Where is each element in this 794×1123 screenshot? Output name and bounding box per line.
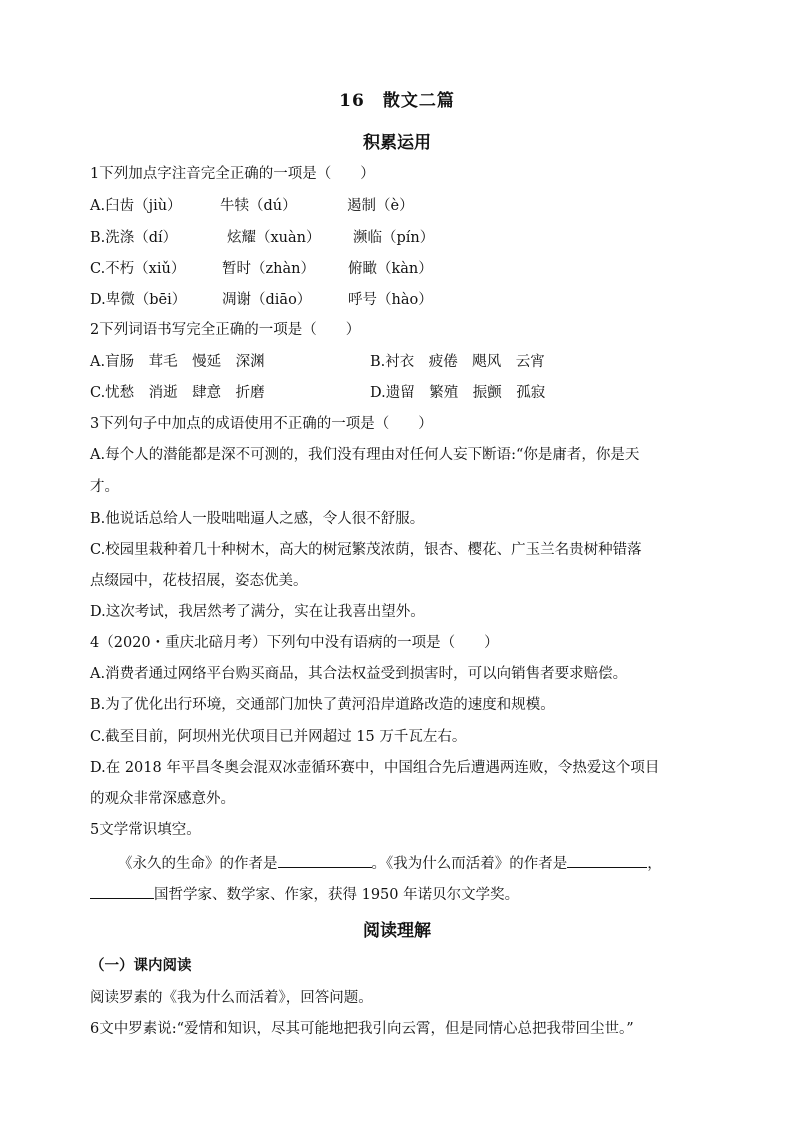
q1-c-item3: 俯瞰（kàn） (348, 261, 433, 277)
q3-option-a-line1: A.每个人的潜能都是深不可测的，我们没有理由对任何人妄下断语:“你是庸者，你是天 (90, 447, 640, 463)
q5-text-1: 《永久的生命》的作者是 (118, 856, 278, 872)
q3-option-c-line2: 点缀园中，花枝招展，姿态优美。 (90, 573, 308, 589)
q4-option-d-line1: D.在 2018 年平昌冬奥会混双冰壶循环赛中，中国组合先后遭遇两连败，令热爱这个项目 (90, 760, 660, 776)
section-heading-reading: 阅读理解 (363, 921, 431, 941)
q1-c-item2: 暂时（zhàn） (222, 261, 315, 277)
q3-option-a-line2: 才。 (90, 479, 119, 495)
q4-option-d-line2: 的观众非常深感意外。 (90, 791, 235, 807)
q2-option-c: C.忧愁 消逝 肆意 折磨 (90, 385, 265, 401)
lesson-title (0, 86, 794, 111)
q4-option-b: B.为了优化出行环境，交通部门加快了黄河沿岸道路改造的速度和规模。 (90, 697, 555, 713)
q5-text-2: 。《我为什么而活着》的作者是 (371, 856, 568, 872)
q3-option-d: D.这次考试，我居然考了满分，实在让我喜出望外。 (90, 604, 425, 620)
q1-stem: 1下列加点字注音完全正确的一项是（ ） (90, 166, 375, 182)
q2-option-a: A.盲肠 茸毛 慢延 深渊 (90, 354, 265, 370)
q4-option-a: A.消费者通过网络平台购买商品，其合法权益受到损害时，可以向销售者要求赔偿。 (90, 666, 628, 682)
q1-a-item1: A.臼齿（jiù） (90, 198, 182, 214)
q6-stem: 6文中罗素说:“爱情和知识，尽其可能地把我引向云霄，但是同情心总把我带回尘世。” (90, 1021, 634, 1037)
q1-b-item3: 濒临（pín） (353, 230, 435, 246)
q3-option-c-line1: C.校园里栽种着几十种树木，高大的树冠繁茂浓荫，银杏、樱花、广玉兰名贵树种错落 (90, 542, 642, 558)
lesson-number: 16 (339, 91, 365, 111)
q1-b-item1: B.洗涤（dí） (90, 230, 178, 246)
q1-c-item1: C.不朽（xiǔ） (90, 261, 186, 277)
reading-subhead: （一）课内阅读 (90, 957, 192, 974)
q2-option-d: D.遗留 繁殖 振颤 孤寂 (370, 385, 546, 401)
q2-stem: 2下列词语书写完全正确的一项是（ ） (90, 322, 361, 338)
section-heading-accumulation: 积累运用 (363, 133, 431, 153)
q5-line2 (90, 883, 519, 905)
q5-text-3: ， (647, 856, 662, 872)
q5-line1 (118, 852, 662, 874)
q1-a-item2: 牛犊（dú） (220, 198, 297, 214)
q1-b-item2: 炫耀（xuàn） (227, 230, 321, 246)
q4-stem: 4（2020・重庆北碚月考）下列句中没有语病的一项是（ ） (90, 635, 499, 651)
lesson-title-text: 散文二篇 (382, 91, 455, 111)
q5-blank-2[interactable] (567, 852, 647, 868)
q1-a-item3: 遏制（è） (347, 198, 414, 214)
q5-blank-1[interactable] (278, 852, 372, 868)
q3-option-b: B.他说话总给人一股咄咄逼人之感，令人很不舒服。 (90, 511, 425, 527)
q1-d-item1: D.卑微（bēi） (90, 292, 187, 308)
q5-blank-3[interactable] (90, 883, 154, 899)
q3-stem: 3下列句子中加点的成语使用不正确的一项是（ ） (90, 416, 433, 432)
q5-stem: 5文学常识填空。 (90, 822, 201, 838)
q2-option-b: B.衬衣 疲倦 飓风 云宵 (370, 354, 545, 370)
reading-intro: 阅读罗素的《我为什么而活着》，回答问题。 (90, 990, 373, 1006)
q1-d-item2: 凋谢（diāo） (222, 292, 312, 308)
q5-text-4: 国哲学家、数学家、作家，获得 1950 年诺贝尔文学奖。 (154, 887, 520, 903)
q1-d-item3: 呼号（hào） (348, 292, 433, 308)
q4-option-c: C.截至目前，阿坝州光伏项目已并网超过 15 万千瓦左右。 (90, 729, 467, 745)
